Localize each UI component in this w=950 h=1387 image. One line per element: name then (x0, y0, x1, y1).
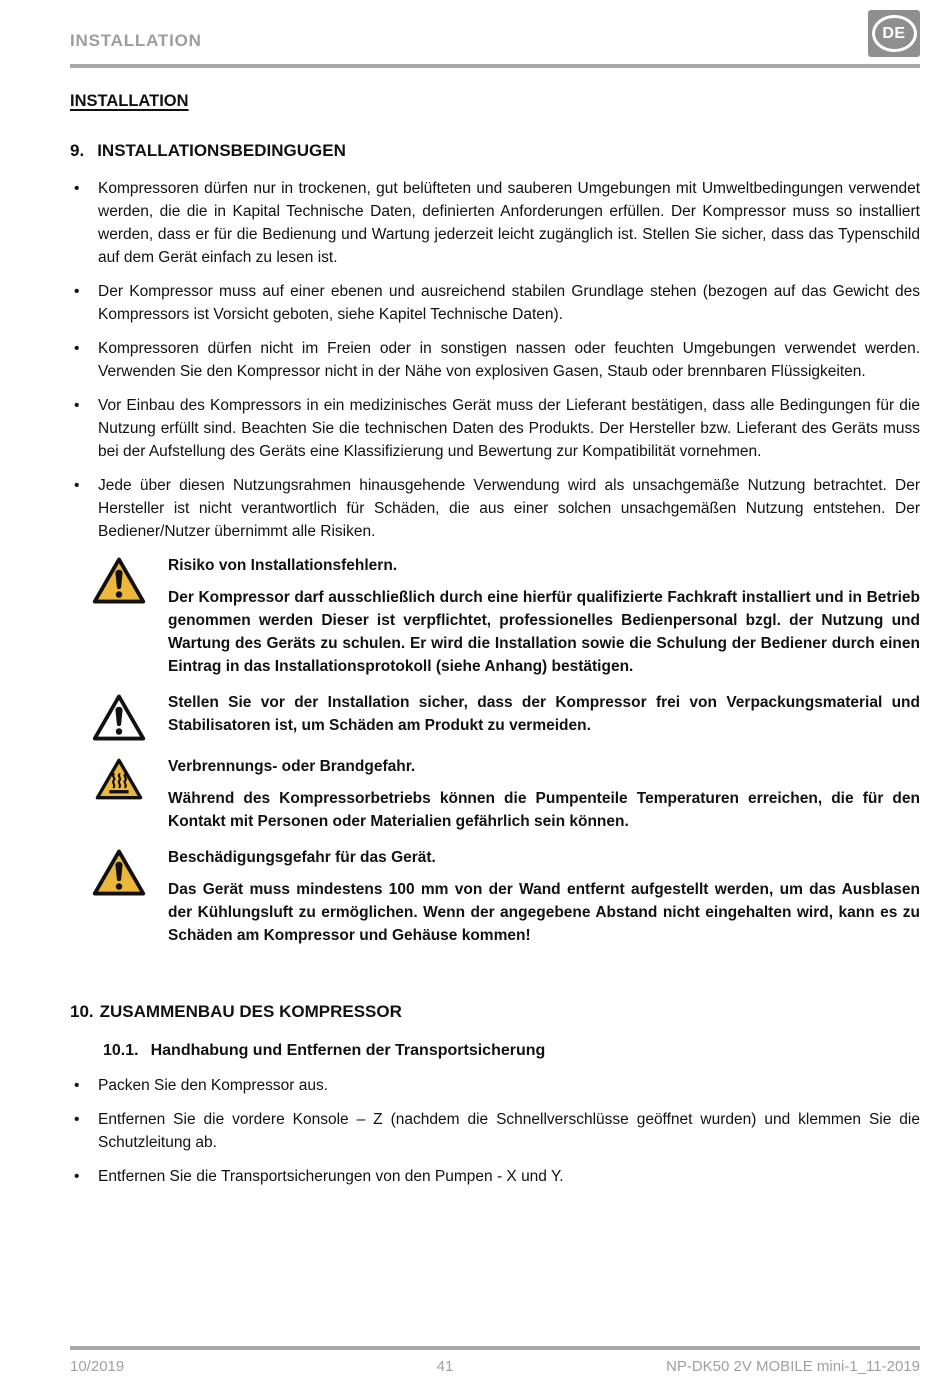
warning-block (70, 846, 920, 947)
section-10-heading (70, 1002, 920, 1022)
bullet-item: • Kompressoren dürfen nicht im Freien oder in sonstigen nassen oder feuchten Umgebungen verwendet werden. Verwenden Sie den Kompressor nicht in der Nähe von explosiven Gasen, Staub oder brennbaren Flüssigkeiten. (70, 337, 920, 383)
warning-block (70, 554, 920, 678)
warning-body: Stellen Sie vor der Installation sicher, dass der Kompressor frei von Verpackungsmaterial und Stabilisatoren ist, um Schäden am Produkt zu vermeiden. (168, 694, 920, 734)
section-9-title: INSTALLATIONSBEDINGUGEN (97, 141, 346, 160)
section-10-title: ZUSAMMENBAU DES KOMPRESSOR (99, 1002, 402, 1021)
language-badge (868, 10, 920, 57)
section-10-number: 10. (70, 1002, 94, 1021)
page-footer (0, 1346, 950, 1387)
bullet-item: • Vor Einbau des Kompressors in ein medizinisches Gerät muss der Lieferant bestätigen, dass alle Bedingungen für die Nutzung erfüllt sind. Beachten Sie die technischen Daten des Produkts. Der Hersteller bzw. Lieferant des Geräts muss bei der Aufstellung des Geräts eine Klassifizierung und Bewertung zur Kompatibilität vornehmen. (70, 394, 920, 463)
warning-title: Risiko von Installationsfehlern. (168, 557, 398, 574)
section-9-heading (70, 141, 920, 161)
section-10-1-number: 10.1. (103, 1042, 139, 1059)
section-10-bullet-list (70, 1074, 920, 1188)
section-10-1-heading (103, 1042, 920, 1060)
warning-triangle-outline-icon (92, 693, 146, 742)
warning-body: Das Gerät muss mindestens 100 mm von der Wand entfernt aufgestellt werden, um das Ausblasen der Kühlungsluft zu ermöglichen. Wenn der angegebene Abstand nicht eingehalten wird, kann es zu Schäden am Kompressor und Gehäuse kommen! (168, 881, 920, 944)
page-content (0, 68, 950, 1188)
section-9-bullet-list (70, 177, 920, 543)
warning-body: Während des Kompressorbetriebs können die Pumpenteile Temperaturen erreichen, die für den Kontakt mit Personen oder Materialien gefährlich sein können. (168, 790, 920, 830)
language-badge-oval (872, 15, 917, 52)
bullet-item: • Jede über diesen Nutzungsrahmen hinausgehende Verwendung wird als unsachgemäße Nutzung betrachtet. Der Hersteller ist nicht verantwortlich für Schäden, die aus einer solchen unsachgemäßen Nutzung entstehen. Der Bediener/Nutzer übernimmt alle Risiken. (70, 474, 920, 543)
warning-title: Verbrennungs- oder Brandgefahr. (168, 758, 416, 775)
bullet-item: • Der Kompressor muss auf einer ebenen und ausreichend stabilen Grundlage stehen (bezogen auf das Gewicht des Kompressors ist Vorsicht geboten, siehe Kapitel Technische Daten). (70, 280, 920, 326)
page-header (0, 0, 950, 57)
bullet-item: • Kompressoren dürfen nur in trockenen, gut belüfteten und sauberen Umgebungen mit Umweltbedingungen verwendet werden, die die in Kapital Technische Daten, definierten Anforderungen erfüllen. Der Kompressor muss so installiert werden, dass er für die Bedienung und Wartung jederzeit leicht zugänglich ist. Stellen Sie sicher, dass das Typenschild auf dem Gerät einfach zu lesen ist. (70, 177, 920, 269)
section-9-number: 9. (70, 141, 85, 160)
warning-block (70, 691, 920, 742)
warning-triangle-icon (92, 556, 146, 605)
section-10-1-title: Handhabung und Entfernen der Transportsicherung (150, 1042, 546, 1059)
bullet-item: • Packen Sie den Kompressor aus. (70, 1074, 920, 1097)
running-header-title: INSTALLATION (70, 31, 202, 50)
warning-block (70, 755, 920, 833)
footer-doc-code: NP-DK50 2V MOBILE mini-1_11-2019 (665, 1358, 920, 1375)
warning-title: Beschädigungsgefahr für das Gerät. (168, 849, 436, 866)
warning-body: Der Kompressor darf ausschließlich durch eine hierfür qualifizierte Fachkraft installiert und in Betrieb genommen werden Dieser ist verpflichtet, professionelles Bedienpersonal bzgl. der Nutzung und Wartung des Geräts zu schulen. Er wird die Installation sowie die Schulung der Bediener durch einen Eintrag in das Installationsprotokoll (siehe Anhang) bestätigen. (168, 589, 920, 675)
bullet-item: • Entfernen Sie die vordere Konsole – Z (nachdem die Schnellverschlüsse geöffnet wurden) und klemmen Sie die Schutzleitung ab. (70, 1108, 920, 1154)
footer-date: 10/2019 (70, 1358, 125, 1375)
document-section-title: INSTALLATION (70, 92, 189, 110)
warning-triangle-icon (92, 848, 146, 897)
hot-surface-icon (95, 757, 143, 801)
bullet-item: • Entfernen Sie die Transportsicherungen von den Pumpen - X und Y. (70, 1165, 920, 1188)
footer-page-number: 41 (436, 1358, 454, 1375)
section-gap (70, 960, 920, 1002)
language-badge-label: DE (882, 24, 906, 42)
